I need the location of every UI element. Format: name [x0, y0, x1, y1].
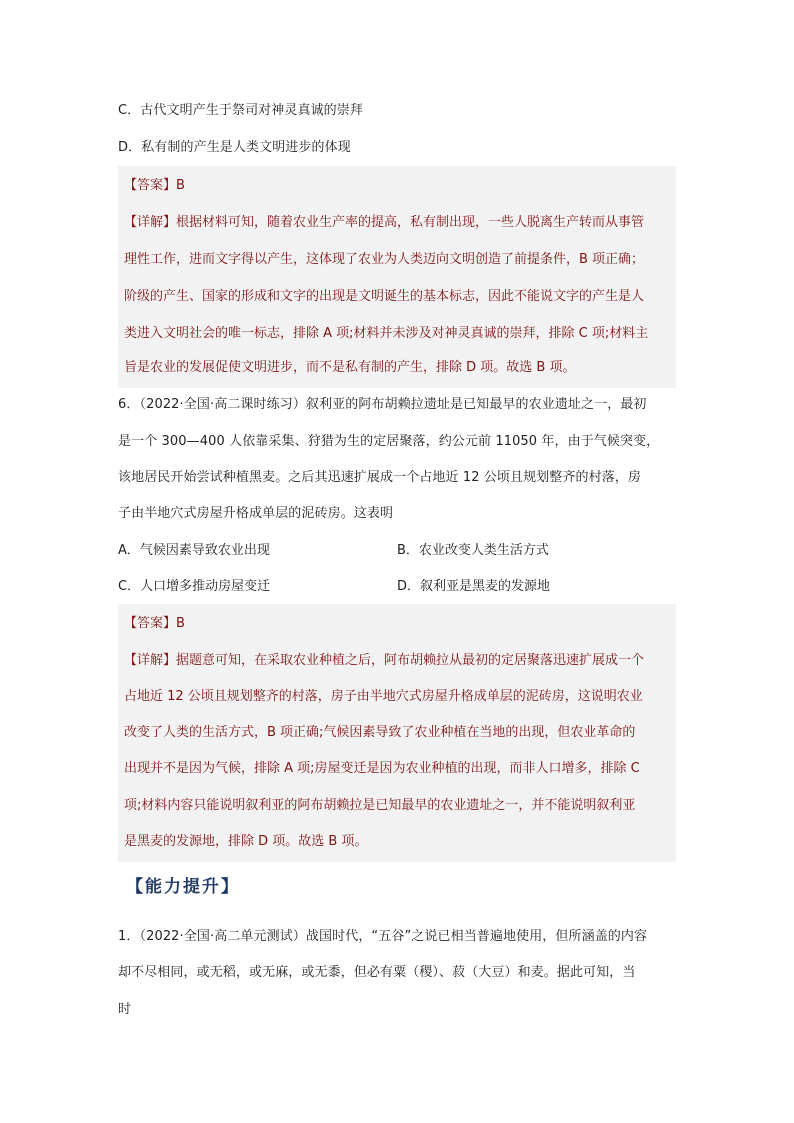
q6-option-d: D．叙利亚是黑麦的发源地	[397, 579, 551, 594]
q6-detail-line: 改变了人类的生活方式，B 项正确;气候因素导致了农业种植在当地的出现，但农业革命的	[124, 725, 636, 740]
q1-stem-line: 时	[118, 1002, 132, 1017]
q6-detail-line: 是黑麦的发源地，排除 D 项。故选 B 项。	[124, 834, 368, 849]
q5-answer-box	[118, 166, 676, 388]
q6-detail-line: 项;材料内容只能说明叙利亚的阿布胡赖拉是已知最早的农业遗址之一，并不能说明叙利亚	[124, 798, 636, 813]
q5-option-d: D．私有制的产生是人类文明进步的体现	[118, 140, 351, 155]
q5-detail-line: 【详解】根据材料可知，随着农业生产率的提高，私有制出现，一些人脱离生产转而从事管	[124, 215, 645, 230]
q1-stem-line: 1．（2022·全国·高二单元测试）战国时代，“五谷”之说已相当普遍地使用，但所涵盖的内容	[118, 929, 648, 944]
q6-answer-box	[118, 604, 676, 862]
q5-detail-line: 理性工作，进而文字得以产生，这体现了农业为人类迈向文明创造了前提条件，B 项正确；	[124, 252, 645, 267]
q5-option-c: C．古代文明产生于祭司对神灵真诚的崇拜	[118, 103, 363, 118]
q6-option-b: B．农业改变人类生活方式	[397, 543, 549, 558]
q5-answer: 【答案】B	[124, 178, 185, 193]
q6-detail-line: 出现并不是因为气候，排除 A 项;房屋变迁是因为农业种植的出现，而非人口增多，排除 C	[124, 761, 640, 776]
section-title: 【能力提升】	[126, 877, 240, 897]
q6-stem-line: 6．（2022·全国·高二课时练习）叙利亚的阿布胡赖拉遗址是已知最早的农业遗址之一，最初	[118, 397, 647, 412]
q5-detail-line: 旨是农业的发展促使文明进步，而不是私有制的产生，排除 D 项。故选 B 项。	[124, 360, 576, 375]
q6-option-a: A．气候因素导致农业出现	[118, 543, 270, 558]
q6-option-c: C．人口增多推动房屋变迁	[118, 579, 271, 594]
q5-detail-line: 类进入文明社会的唯一标志，排除 A 项;材料并未涉及对神灵真诚的崇拜，排除 C 项;材料主	[124, 326, 649, 341]
q6-answer: 【答案】B	[124, 616, 185, 631]
q6-detail-line: 【详解】据题意可知，在采取农业种植之后，阿布胡赖拉从最初的定居聚落迅速扩展成一个	[124, 653, 645, 668]
q6-detail-line: 占地近 12 公顷且规划整齐的村落，房子由半地穴式房屋升格成单层的泥砖房，这说明农业	[124, 689, 643, 704]
q6-stem-line: 该地居民开始尝试种植黑麦。之后其迅速扩展成一个占地近 12 公顷且规划整齐的村落，房	[118, 470, 642, 485]
q6-stem-line: 是一个 300—400 人依靠采集、狩猎为生的定居聚落，约公元前 11050 年，由于气候突变，	[118, 434, 660, 449]
q1-stem-line: 却不尽相同，或无稻，或无麻，或无黍，但必有粟（稷）、菽（大豆）和麦。据此可知，当	[118, 965, 636, 980]
q5-detail-line: 阶级的产生、国家的形成和文字的出现是文明诞生的基本标志，因此不能说文字的产生是人	[124, 289, 645, 304]
q6-stem-line: 子由半地穴式房屋升格成单层的泥砖房。这表明	[118, 506, 394, 521]
